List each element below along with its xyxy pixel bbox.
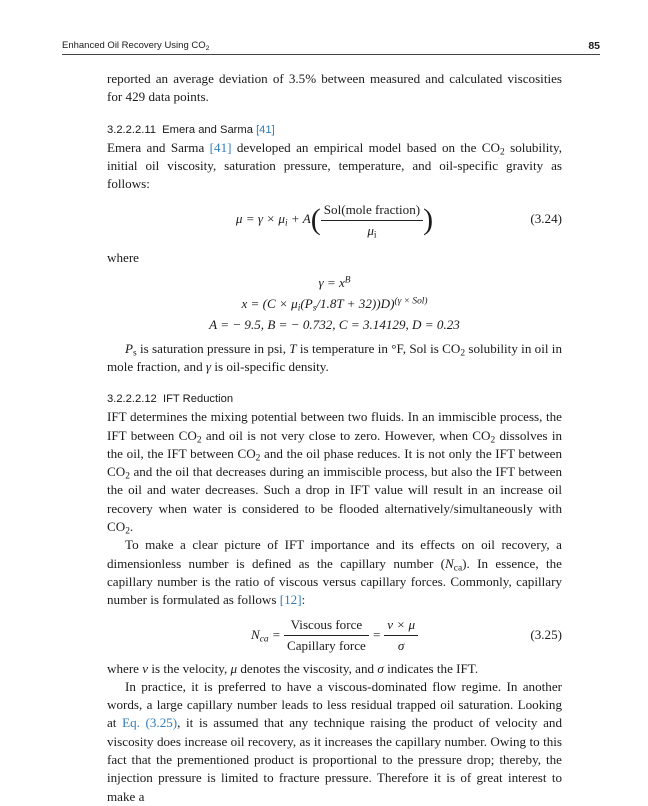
section-heading-emera-sarma: 3.2.2.2.11 Emera and Sarma [41] xyxy=(107,123,275,136)
citation-link[interactable]: [41] xyxy=(256,123,275,136)
section-heading-ift-reduction: 3.2.2.2.12 IFT Reduction xyxy=(107,393,234,406)
variable-definitions: $P_s$ is saturation pressure in psi, T is temperature in °F, Sol is $CO_2$ solubility in oil in mole fraction, and γ is oil-specific density. xyxy=(107,340,562,374)
running-header xyxy=(62,40,600,54)
ift-paragraph-3: where v is the velocity, μ denotes the viscosity, and σ indicates the IFT. xyxy=(107,660,479,676)
emera-paragraph: Emera and Sarma [41] developed an empirical model based on the $CO_2$ solubility, initial oil viscosity, saturation pressure, temperature, and oil-specific gravity as follows: xyxy=(107,139,562,192)
equation-3-24: $\mu = \gamma \times \mu_i + A$( $\frac{\text{Sol(mole fraction)}}{\mu_i}$ ) (3.24) xyxy=(107,195,562,243)
intro-paragraph: reported an average deviation of 3.5% between measured and calculated viscosities for 429 data points. xyxy=(107,71,562,105)
equation-number: (3.24) xyxy=(530,211,562,227)
where-label: where xyxy=(107,250,139,266)
page-body xyxy=(107,70,562,806)
equation-3-25: $N_{ca}$ = $\frac{\text{Viscous force}}{\text{Capillary force}}$ = $\frac{v \times \mu}{\sigma}$ (3.25) xyxy=(107,614,562,656)
equation-link[interactable]: Eq. (3.25) xyxy=(122,715,178,731)
ift-paragraph-2: To make a clear picture of IFT importance and its effects on oil recovery, a dimensionless number is defined as the capillary number $(N_{ca})$. In essence, the capillary number is the ratio of viscous versus capillary forces. Commonly, capillary number is formulated as follows [12]: xyxy=(107,537,562,608)
citation-link[interactable]: [41] xyxy=(209,139,232,155)
equation-number: (3.25) xyxy=(530,626,562,642)
equation-gamma: $\gamma = x^B$ xyxy=(318,274,351,290)
ift-paragraph-4: In practice, it is preferred to have a viscous-dominated flow regime. In another words, a large capillary number leads to less residual trapped oil saturation. Looking at Eq. (3.25), it is assumed that any technique raising the product of velocity and viscosity does increase oil recovery, as it increases the capillary number. Owing to this fact that the prementioned product is proportional to the pressure drop; thereby, the injection pressure is limited to fracture pressure. Therefore it is of great interest to make a xyxy=(107,678,562,804)
ift-paragraph-1: IFT determines the mixing potential between two fluids. In an immiscible process, the IFT between $CO_2$ and oil is not very close to zero. However, when $CO_2$ dissolves in the oil, the IFT between $CO_2$ and the oil phase reduces. It is not only the IFT between $CO_2$ and the oil that decreases during an immiscible process, but also the IFT between the oil and water decreases. Such a drop in IFT value will result in an increase oil recovery when water is considered to be flooded alternatively/simultaneously with $CO_2$. xyxy=(107,409,563,537)
running-title: Enhanced Oil Recovery Using $CO_2$ xyxy=(62,40,210,52)
page-number: 85 xyxy=(588,40,600,52)
equation-x: $x = (C \times \mu_i(P_s/1.8T + 32))D)^{(\gamma \times Sol)}$ xyxy=(241,296,428,314)
citation-link[interactable]: [12] xyxy=(279,592,302,608)
equation-constants: A = − 9.5, B = − 0.732, C = 3.14129, D = 0.23 xyxy=(209,317,460,333)
header-rule xyxy=(62,54,600,55)
